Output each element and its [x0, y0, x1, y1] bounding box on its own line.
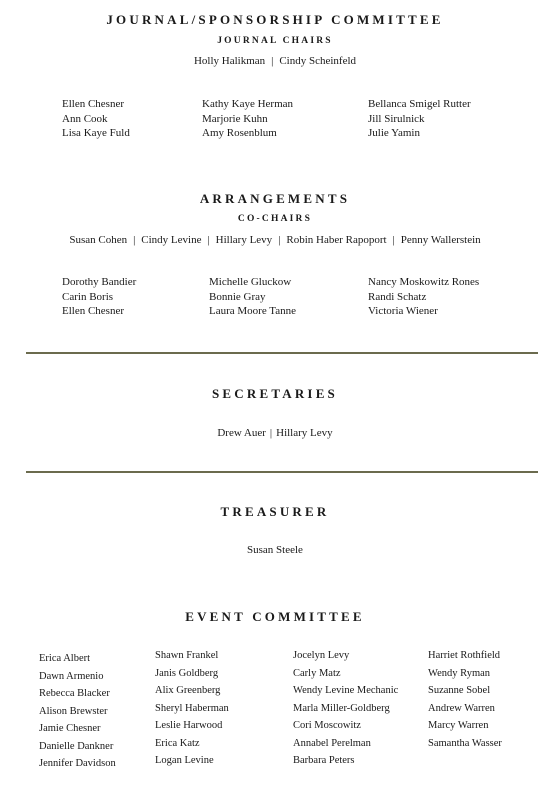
member-name: Bonnie Gray — [209, 290, 266, 303]
member-name: Marjorie Kuhn — [202, 112, 268, 125]
member-name: Jocelyn Levy — [293, 650, 350, 661]
member-name: Ellen Chesner — [62, 305, 125, 317]
member-name: Jamie Chesner — [39, 723, 101, 734]
treasurer-heading: TREASURER — [220, 504, 330, 519]
member-name: Marla Miller-Goldberg — [293, 702, 390, 714]
member-name: Harriet Rothfield — [428, 650, 501, 661]
member-name: Randi Schatz — [368, 290, 427, 303]
member-name: Julie Yamin — [368, 127, 420, 139]
member-name: Kathy Kaye Herman — [202, 98, 294, 110]
journal-column-1 — [62, 97, 130, 141]
arrangements-chair: Hillary Levy — [215, 234, 273, 246]
arrangements-chair: Robin Haber Rapoport — [286, 234, 387, 246]
arrangements-column-3 — [368, 275, 479, 319]
member-name: Rebecca Blacker — [39, 688, 110, 699]
journal-chair: Holly Halikman — [193, 55, 266, 67]
section-divider — [26, 471, 538, 473]
event-committee-heading: EVENT COMMITTEE — [185, 609, 365, 624]
member-name: Dawn Armenio — [39, 670, 104, 682]
arrangements-column-1 — [62, 275, 136, 319]
event-column-4 — [428, 647, 502, 752]
event-column-2 — [155, 647, 229, 770]
member-name: Laura Moore Tanne — [209, 305, 296, 317]
member-name: Carly Matz — [293, 667, 341, 679]
arrangements-heading: ARRANGEMENTS — [199, 191, 351, 206]
journal-chairs-heading: JOURNAL CHAIRS — [217, 36, 333, 46]
treasurer-name: Susan Steele — [247, 544, 303, 556]
secretary-name: Drew Auer — [217, 427, 266, 439]
journal-column-3 — [368, 97, 471, 141]
member-name: Andrew Warren — [428, 702, 495, 714]
journal-heading: JOURNAL/SPONSORSHIP COMMITTEE — [106, 12, 444, 27]
arrangements-chair: Cindy Levine — [141, 234, 202, 246]
member-name: Erica Albert — [39, 653, 91, 664]
member-name: Victoria Wiener — [368, 305, 438, 317]
arrangements-chair: Susan Cohen — [69, 234, 128, 246]
member-name: Bellanca Smigel Rutter — [368, 98, 471, 110]
member-name: Wendy Ryman — [428, 667, 491, 679]
member-name: Marcy Warren — [428, 720, 489, 731]
member-name: Annabel Perelman — [293, 737, 371, 749]
member-name: Sheryl Haberman — [155, 702, 229, 714]
member-name: Amy Rosenblum — [202, 127, 277, 139]
member-name: Suzanne Sobel — [428, 685, 491, 696]
member-name: Shawn Frankel — [155, 650, 219, 661]
member-name: Erica Katz — [155, 737, 200, 749]
section-divider — [26, 352, 538, 354]
member-name: Jill Sirulnick — [368, 112, 425, 125]
member-name: Nancy Moskowitz Rones — [368, 276, 480, 288]
member-name: Logan Levine — [155, 755, 214, 766]
journal-column-2 — [202, 97, 293, 141]
event-column-1 — [39, 650, 116, 773]
journal-chair: Cindy Scheinfeld — [279, 55, 357, 67]
secretary-name: Hillary Levy — [276, 427, 333, 439]
member-name: Ann Cook — [62, 112, 108, 125]
secretaries-line: Drew Auer | Hillary Levy — [217, 427, 333, 439]
member-name: Janis Goldberg — [155, 667, 219, 679]
arrangements-column-2 — [209, 275, 296, 319]
member-name: Danielle Dankner — [39, 740, 114, 752]
secretaries-heading: SECRETARIES — [212, 386, 338, 401]
member-name: Cori Moscowitz — [293, 720, 361, 731]
member-name: Wendy Levine Mechanic — [293, 685, 399, 696]
member-name: Alix Greenberg — [155, 685, 221, 696]
member-name: Ellen Chesner — [62, 98, 125, 110]
member-name: Barbara Peters — [293, 755, 355, 766]
arrangements-chair: Penny Wallerstein — [400, 234, 481, 246]
member-name: Michelle Gluckow — [209, 276, 292, 288]
member-name: Samantha Wasser — [428, 737, 502, 749]
member-name: Lisa Kaye Fuld — [62, 127, 130, 139]
member-name: Leslie Harwood — [155, 720, 223, 731]
arrangements-chairs-line: Susan Cohen | Cindy Levine | Hillary Levy | Robin Haber Rapoport | Penny Wallerstein — [69, 234, 481, 246]
journal-chairs-line: Holly Halikman | Cindy Scheinfeld — [193, 55, 357, 67]
arrangements-cochairs-heading: CO-CHAIRS — [237, 214, 313, 224]
member-name: Jennifer Davidson — [39, 758, 116, 769]
member-name: Carin Boris — [62, 290, 114, 303]
event-column-3 — [293, 647, 398, 770]
member-name: Alison Brewster — [39, 705, 108, 717]
member-name: Dorothy Bandier — [62, 276, 137, 288]
